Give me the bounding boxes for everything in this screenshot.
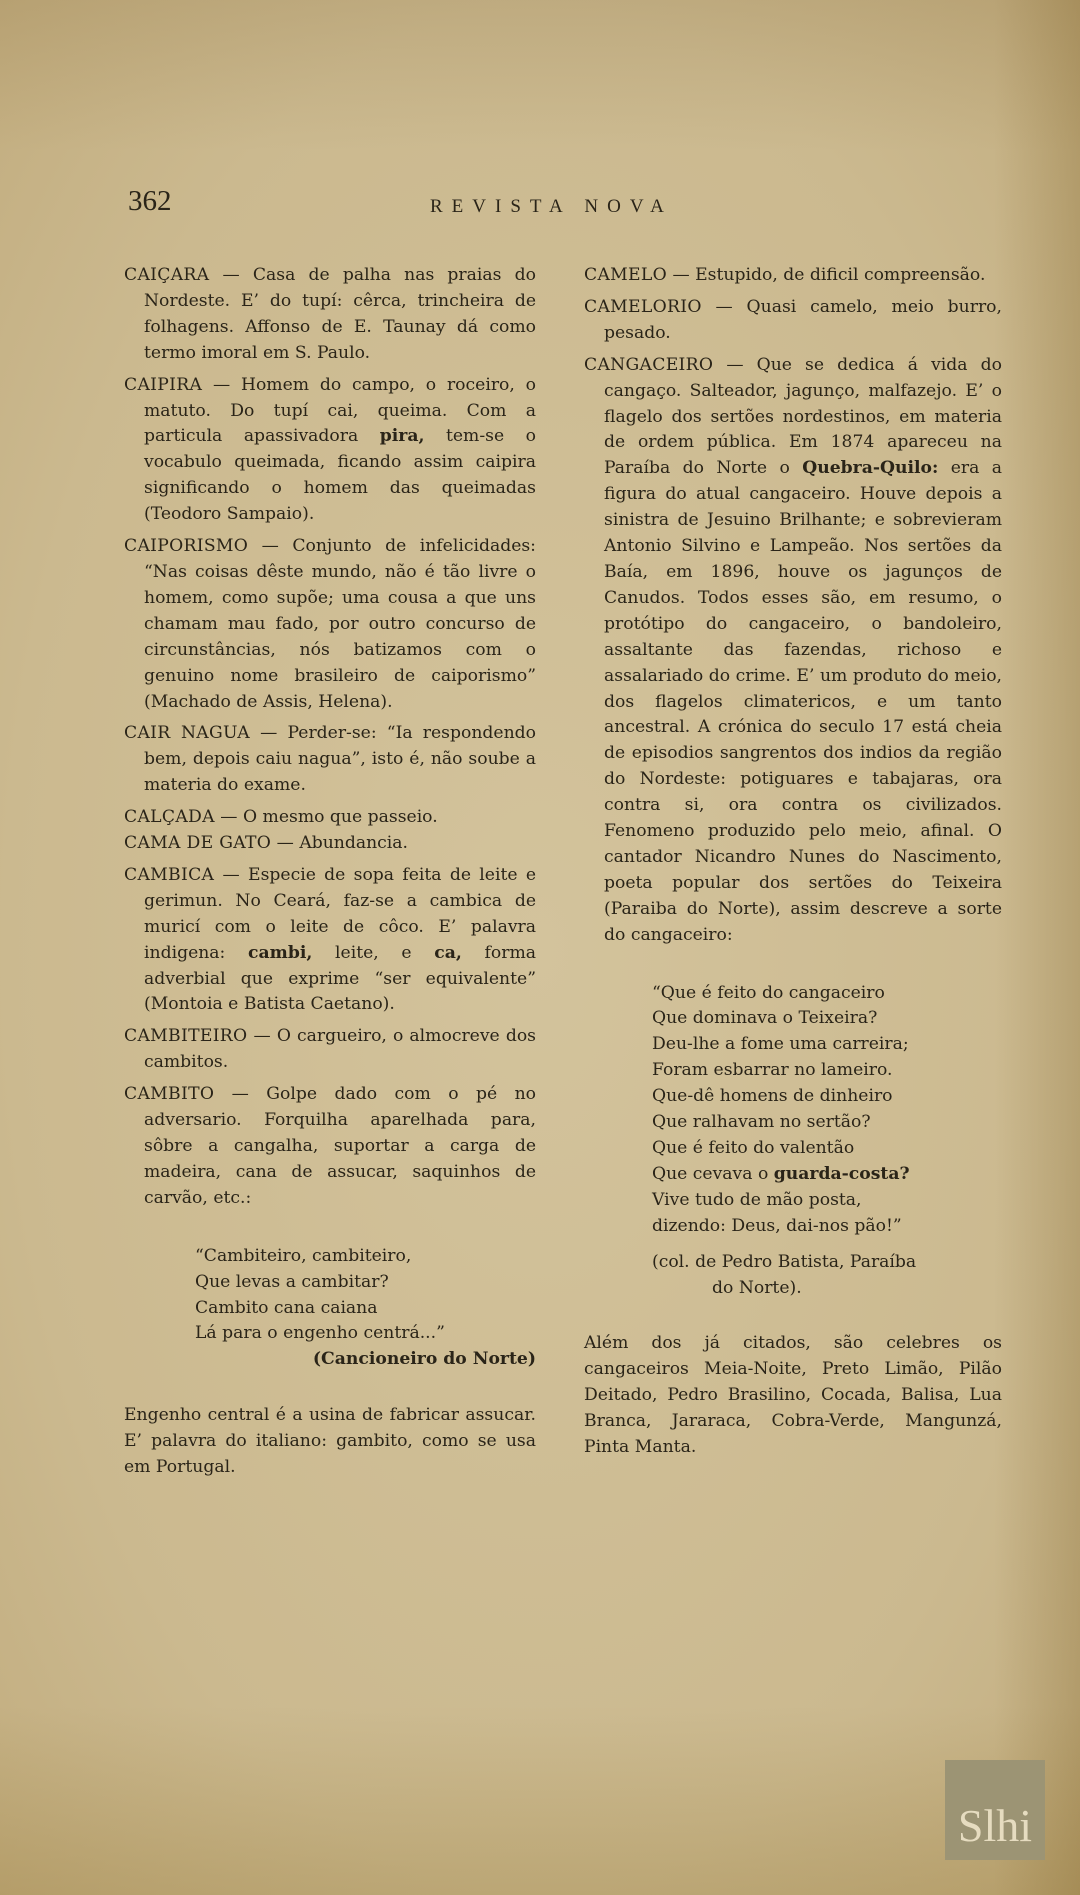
left-column — [124, 263, 536, 1481]
entry-caicara: CAIÇARA — Casa de palha nas praias do Nordeste. E’ do tupí: cêrca, trincheira de folhagens. Affonso de E. Taunay dá como termo imoral em S. Paulo. — [124, 265, 536, 363]
closing-paragraph: Além dos já citados, são celebres os cangaceiros Meia-Noite, Preto Limão, Pilão Deitado, Pedro Brasilino, Cocada, Balisa, Lua Branca, Jararaca, Cobra-Verde, Mangunzá, Pinta Manta. — [584, 1333, 1002, 1458]
entry-head: CAIÇARA — [124, 265, 210, 285]
entry-definition: O mesmo que passeio. — [242, 807, 438, 828]
entry-definition: Conjunto de infelicidades: “Nas coisas dêste mundo, não é tão livre o homem, como supõe; uma cousa a que uns chamam mau fado, por outro concurso de circunstâncias, nós batizamos com o genuino nome brasileiro de caiporismo” (Machado de Assis, Helena). — [144, 536, 536, 712]
entry-head: CAMBITO — [124, 1084, 215, 1105]
verse-line: Lá para o engenho centrá...” — [195, 1323, 445, 1344]
entry-definition: Quasi camelo, meio burro, pesado. — [604, 296, 1002, 343]
entry-head: CAMBITEIRO — [124, 1026, 248, 1047]
entry-definition: Perder-se: “Ia respondendo bem, depois caiu nagua”, isto é, não soube a materia do exame. — [144, 723, 536, 796]
verse-line: Que cevava o guarda-costa? — [652, 1163, 910, 1184]
bold-term: ca, — [434, 942, 462, 963]
right-column — [584, 263, 1002, 1461]
entry-definition: Especie de sopa feita de leite e gerimun. No Ceará, faz-se a cambica de muricí com o leite de côco. E’ palavra indigena: — [144, 864, 536, 963]
entry-definition: Golpe dado com o pé no adversario. Forquilha aparelhada para, sôbre a cangalha, suportar a carga de madeira, cana de assucar, saquinhos de carvão, etc.: — [144, 1084, 536, 1208]
slhi-logo-icon — [945, 1760, 1045, 1860]
entry-cambiteiro: CAMBITEIRO — O cargueiro, o almocreve dos cambitos. — [124, 1026, 536, 1073]
entry-definition: O cargueiro, o almocreve dos cambitos. — [144, 1026, 536, 1073]
verse-line: Vive tudo de mão posta, — [652, 1189, 862, 1210]
entry-definition: Que se dedica á vida do cangaço. Salteador, jagunço, malfazejo. E’ o flagelo dos sertões nordestinos, em materia de ordem pública. Em 1874 apareceu na Paraíba do Norte o — [604, 354, 1002, 479]
verse-line: Que levas a cambitar? — [195, 1271, 389, 1292]
entry-head: CAIR NAGUA — [124, 723, 250, 744]
entry-head: CALÇADA — [124, 807, 215, 828]
verse-attribution: (Cancioneiro do Norte) — [312, 1349, 536, 1370]
verse-line: “Cambiteiro, cambiteiro, — [195, 1245, 412, 1266]
verse-cambiteiro — [124, 1244, 536, 1374]
verse-line: Que dominava o Teixeira? — [652, 1008, 878, 1029]
bold-term: cambi, — [248, 942, 313, 963]
entry-definition: Casa de palha nas praias do Nordeste. E’ do tupí: cêrca, trincheira de folhagens. Affonso de E. Taunay dá como termo imoral em S. Paulo. — [144, 265, 536, 363]
verse-line: Foram esbarrar no lameiro. — [652, 1060, 893, 1081]
entry-head: CAMELORIO — [584, 296, 702, 317]
verse-line: Que-dê homens de dinheiro — [652, 1086, 893, 1107]
entry-definition: Abundancia. — [299, 833, 409, 854]
verse-line: Deu-lhe a fome uma carreira; — [652, 1034, 909, 1055]
entry-head: CAIPORISMO — [124, 536, 249, 557]
entry-head: CAMELO — [584, 265, 668, 285]
entry-caipira: CAIPIRA — Homem do campo, o roceiro, o matuto. Do tupí cai, queima. Com a particula apassivadora pira, tem-se o vocabulo queimada, ficando assim caipira significando o homem das queimadas (Teodoro Sampaio). — [124, 374, 537, 525]
bold-term: Quebra-Quilo: — [802, 458, 939, 479]
entry-head: CANGACEIRO — [584, 354, 714, 375]
entry-definition: Estupido, de dificil compreensão. — [695, 265, 986, 285]
entry-cama-de-gato: CAMA DE GATO — Abundancia. — [124, 833, 409, 854]
watermark-text: Slhi — [957, 1800, 1033, 1851]
verse-line: “Que é feito do cangaceiro — [652, 982, 885, 1003]
closing-paragraph: Engenho central é a usina de fabricar assucar. E’ palavra do italiano: gambito, como se usa em Portugal. — [124, 1405, 536, 1478]
verse-line: Que ralhavam no sertão? — [652, 1112, 871, 1133]
page-number: 362 — [128, 185, 172, 217]
entry-definition: Homem do campo, o roceiro, o matuto. Do tupí cai, queima. Com a particula apassivadora — [144, 374, 536, 447]
verse-line: Cambito cana caiana — [195, 1297, 378, 1318]
bold-term: pira, — [379, 426, 425, 447]
running-head: REVISTA NOVA — [430, 196, 673, 217]
verse-line: Que é feito do valentão — [652, 1138, 855, 1158]
entry-head: CAMA DE GATO — [124, 833, 272, 854]
entry-camelorio: CAMELORIO — Quasi camelo, meio burro, pesado. — [584, 296, 1002, 343]
entry-camelo: CAMELO — Estupido, de dificil compreensão. — [584, 265, 986, 285]
entry-cambito: CAMBITO — Golpe dado com o pé no adversario. Forquilha aparelhada para, sôbre a cangalha, suportar a carga de madeira, cana de assucar, saquinhos de carvão, etc.: — [124, 1084, 536, 1208]
entry-head: CAIPIRA — [124, 374, 203, 395]
entry-caiporismo: CAIPORISMO — Conjunto de infelicidades: “Nas coisas dêste mundo, não é tão livre o homem, como supõe; uma cousa a que uns chamam mau fado, por outro concurso de circunstâncias, nós batizamos com o genuino nome brasileiro de caiporismo” (Machado de Assis, Helena). — [124, 536, 536, 712]
entry-cangaceiro: CANGACEIRO — Que se dedica á vida do cangaço. Salteador, jagunço, malfazejo. E’ o flagelo dos sertões nordestinos, em materia de ordem pública. Em 1874 apareceu na Paraíba do Norte o Quebra-Quilo: era a figura do atual cangaceiro. Houve depois a sinistra de Jesuino Brilhante; e sobrevieram Antonio Silvino e Lampeão. Nos sertões da Baía, em 1896, houve os jagunços de Canudos. Todos esses são, em resumo, o protótipo do cangaceiro, o bandoleiro, assaltante das fazendas, richoso e assalariado do crime. E’ um produto do meio, dos flagelos climatericos, e um tanto ancestral. A crónica do seculo 17 está cheia de episodios sangrentos dos indios da região do Nordeste: potiguares e tabajaras, ora contra si, ora contra os civilizados. Fenomeno produzido pelo meio, afinal. O cantador Nicandro Nunes do Nascimento, poeta popular dos sertões do Teixeira (Paraiba do Norte), assim descreve a sorte do cangaceiro: — [584, 354, 1003, 945]
verse-attribution: (col. de Pedro Batista, Paraíba do Norte). — [652, 1251, 917, 1298]
entry-cair-nagua: CAIR NAGUA — Perder-se: “Ia respondendo bem, depois caiu nagua”, isto é, não soube a materia do exame. — [124, 723, 536, 796]
entry-cambica: CAMBICA — Especie de sopa feita de leite e gerimun. No Ceará, faz-se a cambica de muricí com o leite de côco. E’ palavra indigena: cambi, leite, e ca, forma adverbial que exprime “ser equivalente” (Montoia e Batista Caetano). — [124, 864, 537, 1015]
entry-calcada: CALÇADA — O mesmo que passeio. — [124, 807, 438, 828]
bold-term: guarda-costa? — [773, 1163, 910, 1184]
verse-cangaceiro — [584, 981, 1002, 1240]
entry-head: CAMBICA — [124, 864, 215, 885]
verse-line: dizendo: Deus, dai-nos pão!” — [652, 1215, 902, 1236]
